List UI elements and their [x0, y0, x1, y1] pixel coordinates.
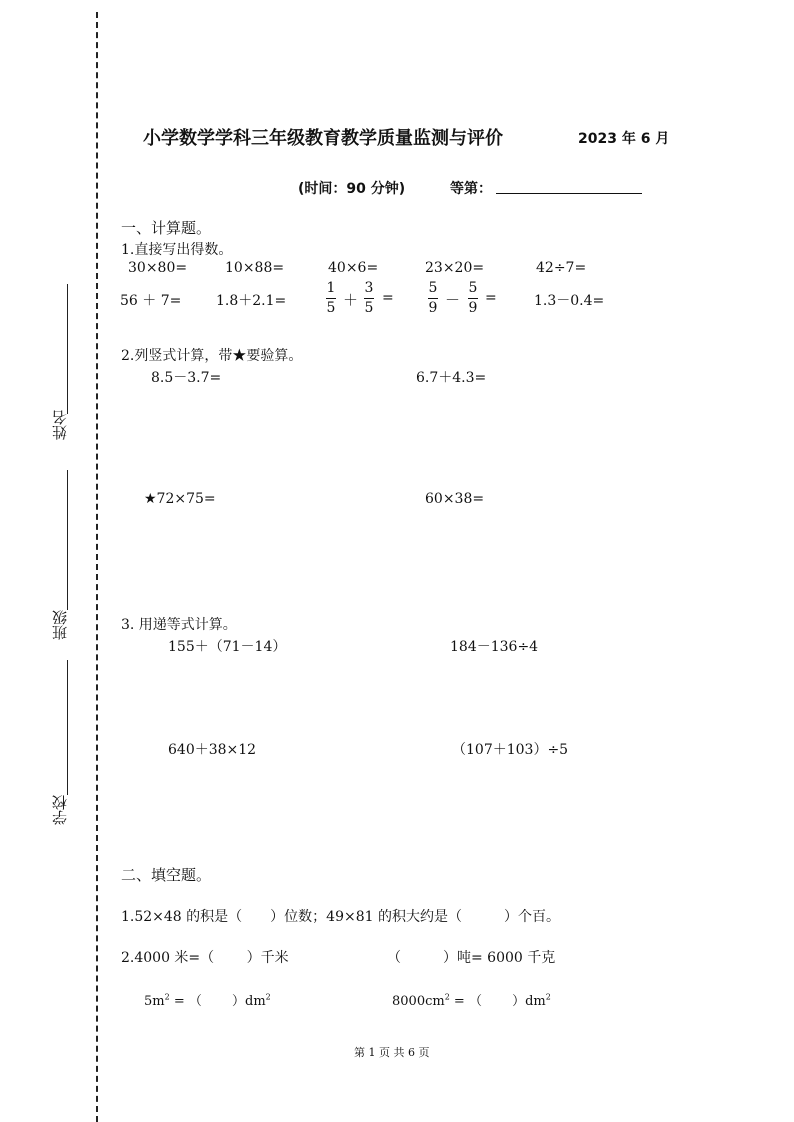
grade-blank[interactable]	[496, 193, 642, 194]
text: 5m	[144, 994, 165, 1009]
q3-title: 3. 用递等式计算。	[121, 617, 237, 633]
fraction	[468, 280, 478, 317]
section2-title: 二、填空题。	[121, 866, 212, 884]
q1-item: 10×88=	[225, 260, 285, 276]
q1-title: 1.直接写出得数。	[121, 242, 233, 258]
q1-item: 30×80=	[128, 260, 188, 276]
page-number: 第 1 页 共 6 页	[354, 1046, 430, 1059]
grade-label: 等第：	[450, 181, 492, 197]
q2-title: 2.列竖式计算，带★要验算。	[121, 348, 303, 364]
q2-item: ★72×75=	[144, 491, 216, 507]
fraction-denominator: 5	[364, 300, 374, 316]
q1-item: 40×6=	[328, 260, 379, 276]
class-label: 班级	[51, 610, 69, 640]
q1-item: 1.8＋2.1=	[216, 293, 287, 309]
fraction	[428, 280, 438, 317]
fraction	[364, 280, 374, 317]
fill-question-1: 1.52×48 的积是（ ）位数；49×81 的积大约是（ ）个百。	[121, 909, 560, 925]
q3-item: （107＋103）÷5	[452, 742, 569, 758]
fraction-denominator: 9	[468, 300, 478, 316]
name-label: 姓名	[51, 410, 69, 440]
superscript: 2	[265, 992, 271, 1002]
fraction	[326, 280, 336, 317]
q1-item: 56 ＋ 7=	[120, 293, 182, 309]
minus-sign: －	[445, 291, 461, 309]
q3-item: 184－136÷4	[450, 639, 539, 655]
page-title: 小学数学学科三年级教育教学质量监测与评价	[143, 128, 503, 149]
fraction-numerator: 5	[468, 280, 478, 296]
time-info: (时间：90 分钟)	[298, 181, 406, 197]
fraction-numerator: 1	[326, 280, 336, 296]
class-underline	[67, 470, 68, 610]
text: 8000cm	[392, 994, 445, 1009]
exam-date: 2023 年 6 月	[578, 131, 670, 147]
equals-sign: =	[485, 290, 497, 306]
fill-question-2b: （ ）吨= 6000 千克	[387, 950, 556, 966]
fill-question-3a	[144, 990, 271, 1009]
q2-item: 8.5－3.7=	[151, 370, 222, 386]
fraction-denominator: 9	[428, 300, 438, 316]
fill-question-2a: 2.4000 米=（ ）千米	[121, 950, 289, 966]
binding-dashed-line	[96, 12, 98, 1122]
fraction-bar	[468, 298, 478, 299]
fraction-bar	[326, 298, 336, 299]
q2-item: 6.7＋4.3=	[416, 370, 487, 386]
fraction-bar	[428, 298, 438, 299]
superscript: 2	[164, 992, 170, 1002]
school-underline	[67, 660, 68, 795]
fraction-denominator: 5	[326, 300, 336, 316]
q1-item: 1.3－0.4=	[534, 293, 605, 309]
q1-item: 23×20=	[425, 260, 485, 276]
fill-question-3b	[392, 990, 551, 1009]
q1-item: 42÷7=	[536, 260, 587, 276]
q3-item: 640＋38×12	[168, 742, 257, 758]
plus-sign: ＋	[343, 291, 359, 309]
fraction-bar	[364, 298, 374, 299]
equals-sign: =	[382, 290, 394, 306]
name-underline	[67, 284, 68, 414]
fraction-numerator: 3	[364, 280, 374, 296]
fraction-numerator: 5	[428, 280, 438, 296]
q3-item: 155＋（71－14）	[168, 639, 287, 655]
text: = （ ）dm	[169, 994, 266, 1009]
q2-item: 60×38=	[425, 491, 485, 507]
superscript: 2	[545, 992, 551, 1002]
school-label: 学校	[51, 795, 69, 825]
section1-title: 一、计算题。	[121, 219, 212, 237]
text: = （ ）dm	[449, 994, 546, 1009]
superscript: 2	[444, 992, 450, 1002]
